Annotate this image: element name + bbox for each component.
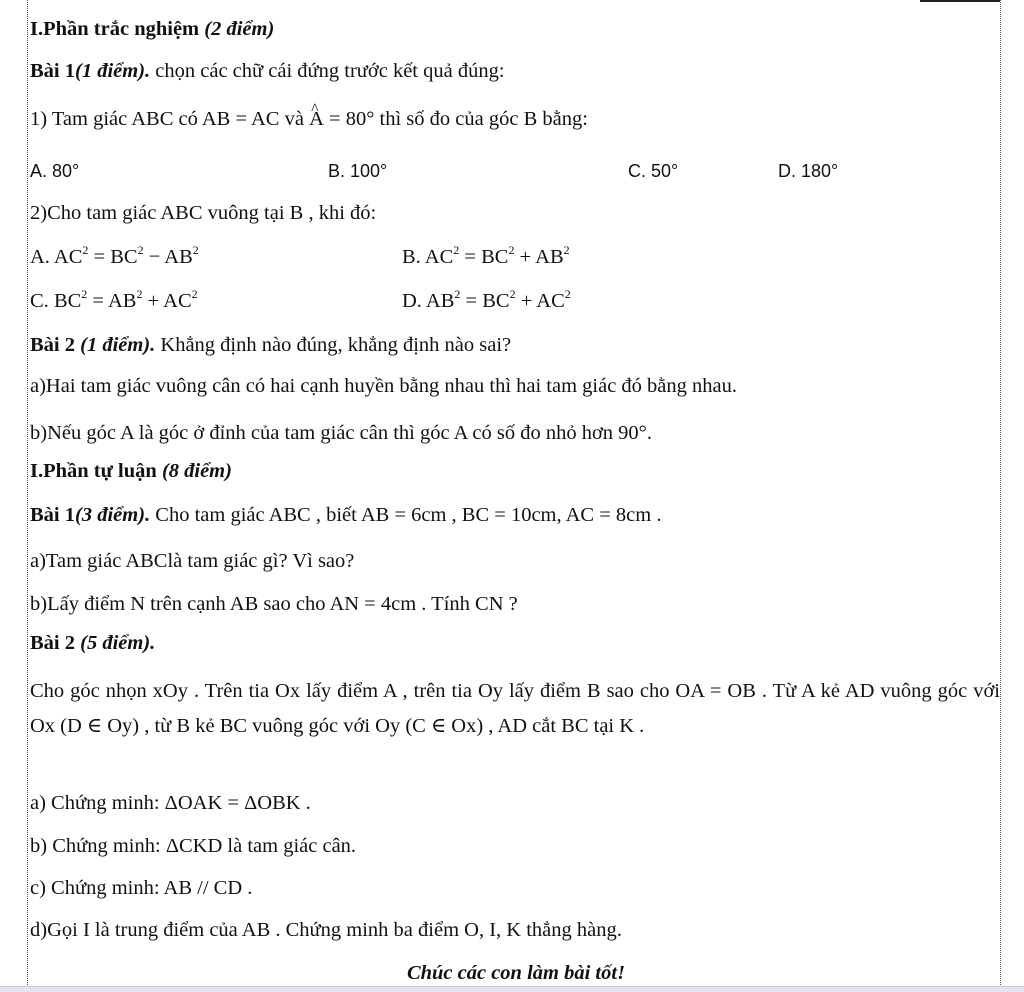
q1-points: (1 điểm). <box>75 60 151 82</box>
q2-header <box>30 332 511 358</box>
window-bottom-edge <box>0 986 1024 992</box>
option-d: D. 180° <box>778 161 839 181</box>
ex1-points: (3 điểm). <box>75 504 151 526</box>
ex2-part-b: b) Chứng minh: ΔCKD là tam giác cân. <box>30 835 357 857</box>
item2-option-d: D. $AB^2 = BC^2 + AC^2$ <box>402 287 571 312</box>
item2-option-b: B. $AC^2 = BC^2 + AB^2$ <box>402 243 570 268</box>
q1-text: chọn các chữ cái đứng trước kết quả đúng: <box>155 60 505 82</box>
q2-label: Bài 2 <box>30 334 75 356</box>
angle-a-symbol: ^ A <box>309 106 324 132</box>
q1-item1: 1) Tam giác ABC có AB = AC và ^ A = 80° thì số đo của góc B bằng: <box>30 106 588 132</box>
q2-statement-b: b)Nếu góc A là góc ở đỉnh của tam giác cân thì góc A có số đo nhỏ hơn 90°. <box>30 422 652 444</box>
ex1-part-a: a)Tam giác ABClà tam giác gì? Vì sao? <box>30 550 355 572</box>
q1-item2: 2)Cho tam giác ABC vuông tại B , khi đó: <box>30 202 377 224</box>
top-border-line <box>920 0 1000 2</box>
q1-header <box>30 58 505 84</box>
ex1-part-b: b)Lấy điểm N trên cạnh AB sao cho AN = 4cm . Tính CN ? <box>30 593 518 615</box>
q1-label: Bài 1 <box>30 60 75 82</box>
item2-option-c: C. $BC^2 = AB^2 + AC^2$ <box>30 287 198 312</box>
option-c: C. 50° <box>628 161 679 181</box>
right-margin-rule <box>1000 0 1001 991</box>
left-margin-rule <box>27 0 28 991</box>
ex2-label: Bài 2 <box>30 632 75 654</box>
ex2-points: (5 điểm). <box>80 632 156 654</box>
ex1-header <box>30 502 661 528</box>
ex2-part-d: d)Gọi I là trung điểm của AB . Chứng minh ba điểm O, I, K thẳng hàng. <box>30 919 622 941</box>
part2-heading: I.Phần tự luận (8 điểm) <box>30 460 232 482</box>
q2-text: Khẳng định nào đúng, khẳng định nào sai? <box>160 334 512 356</box>
ex2-intro: Cho góc nhọn xOy . Trên tia Ox lấy điểm A , trên tia Oy lấy điểm B sao cho OA = OB . Từ A kẻ AD vuông góc với Ox (D ∈ Oy) , từ B kẻ BC vuông góc với Oy (C ∈ Ox) , AD cắt BC tại K . <box>30 680 1000 737</box>
ex1-label: Bài 1 <box>30 504 75 526</box>
q2-points: (1 điểm). <box>80 334 156 356</box>
closing-message: Chúc các con làm bài tốt! <box>406 962 626 984</box>
item2-option-a: A. $AC^2 = BC^2 - AB^2$ <box>30 243 199 268</box>
option-a: A. 80° <box>30 161 80 181</box>
option-b: B. 100° <box>328 161 388 181</box>
ex2-part-c: c) Chứng minh: AB // CD . <box>30 877 253 899</box>
ex1-text: Cho tam giác ABC , biết AB = 6cm , BC = 10cm, AC = 8cm . <box>155 504 662 526</box>
q2-statement-a: a)Hai tam giác vuông cân có hai cạnh huyền bằng nhau thì hai tam giác đó bằng nhau. <box>30 375 738 397</box>
ex2-part-a: a) Chứng minh: ΔOAK = ΔOBK . <box>30 792 311 814</box>
ex2-header <box>30 630 155 656</box>
part1-heading: I.Phần trắc nghiệm (2 điểm) <box>30 18 275 40</box>
